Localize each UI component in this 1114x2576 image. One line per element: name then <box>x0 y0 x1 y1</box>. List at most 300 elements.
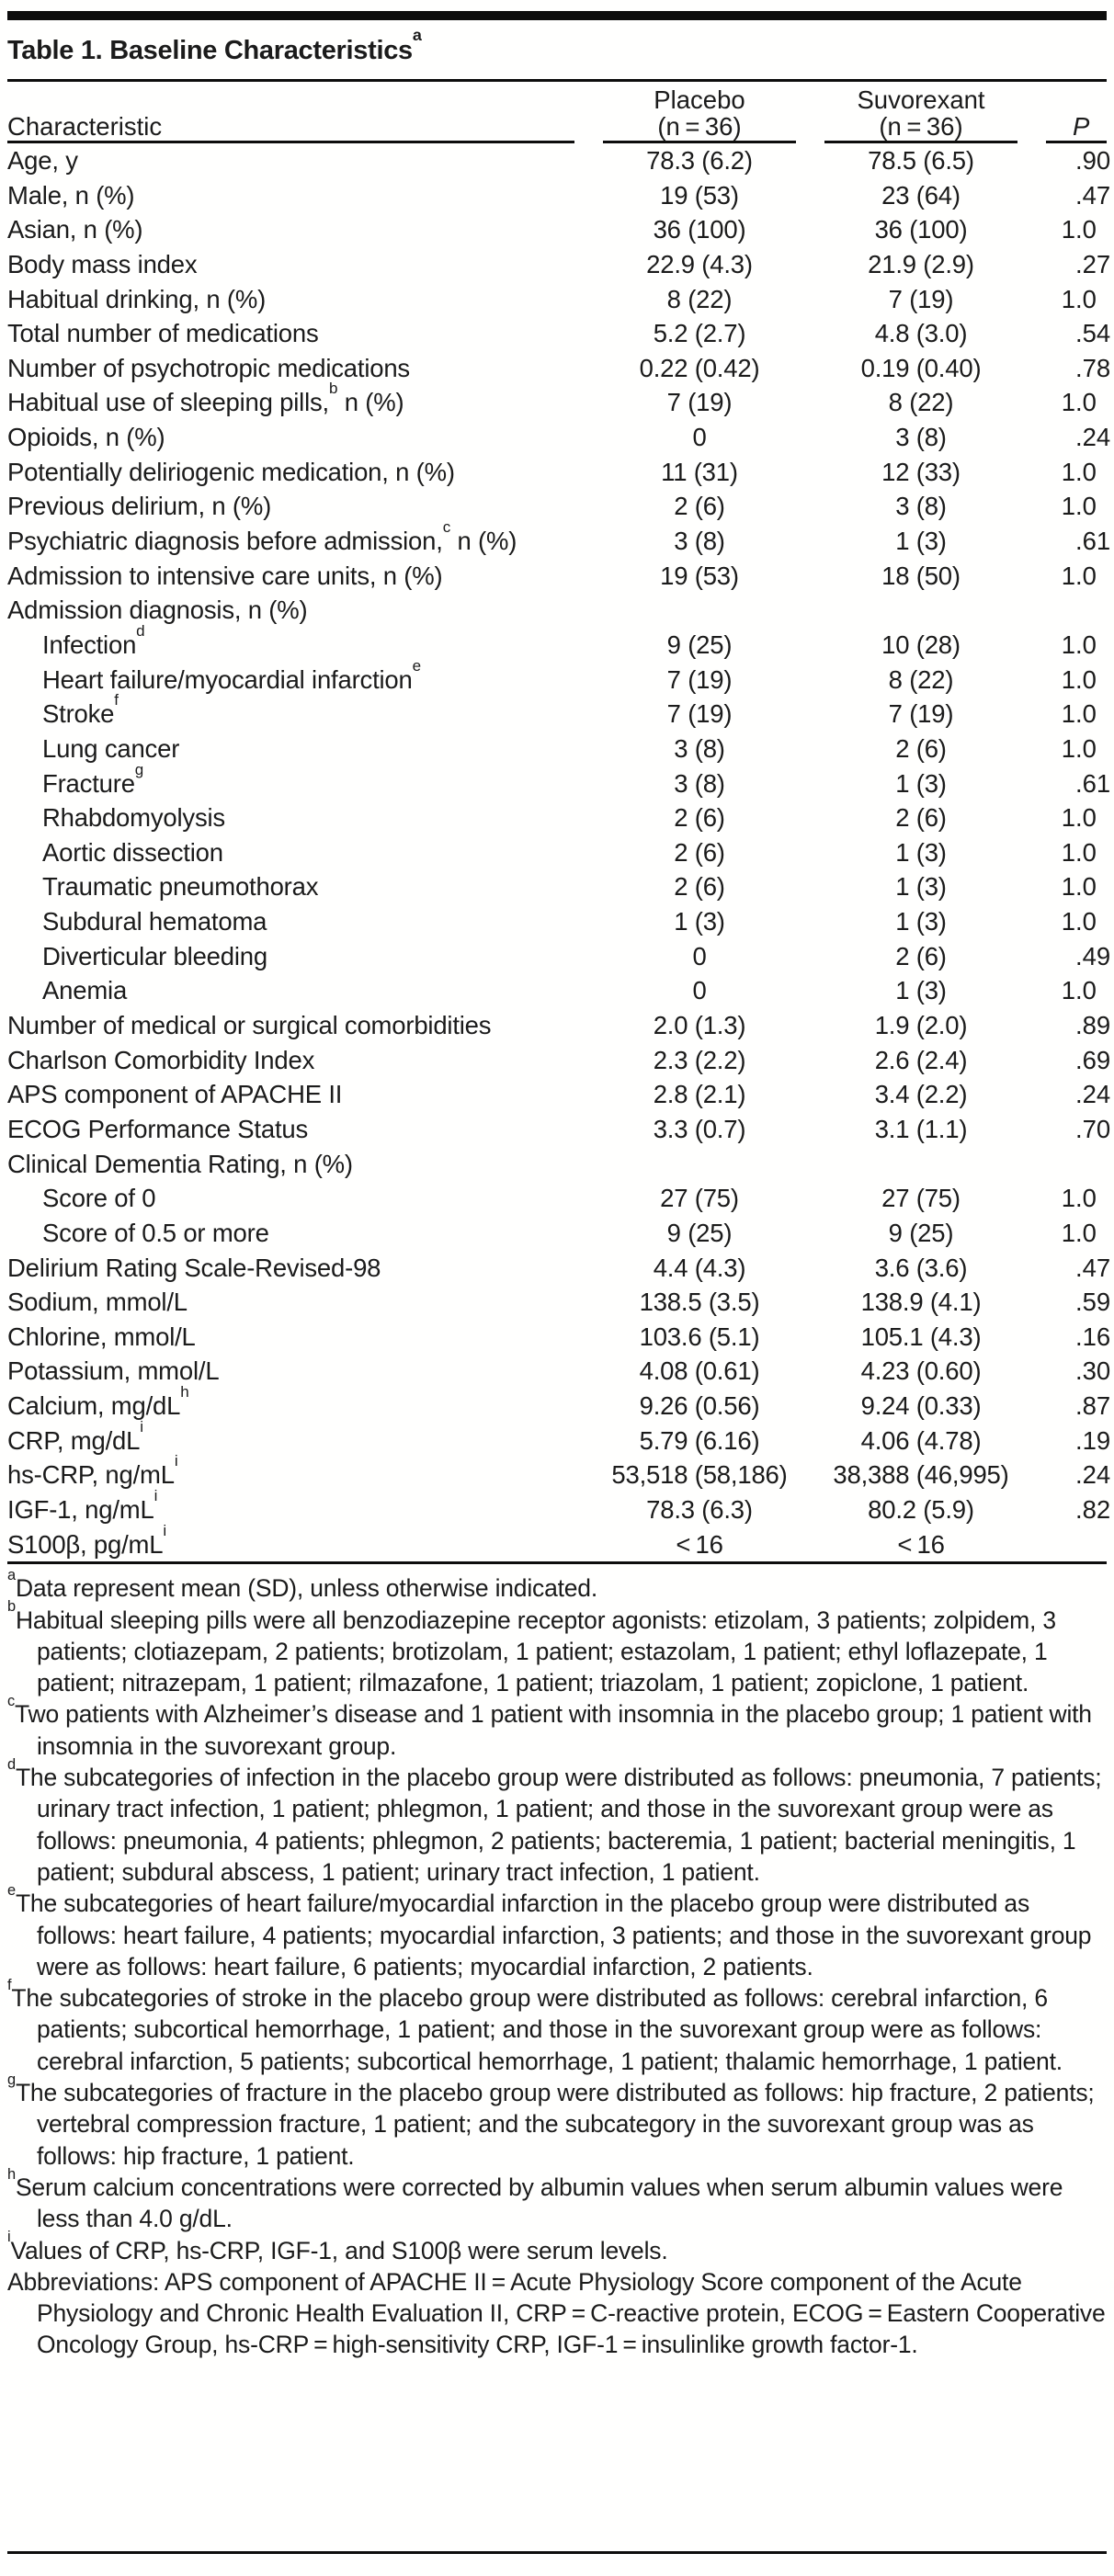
cell-placebo: 36 (100) <box>653 215 746 244</box>
header-characteristic: Characteristic <box>7 112 574 143</box>
p-integer: 1 <box>1061 699 1075 729</box>
cell-placebo <box>603 593 796 628</box>
p-fraction: .0 <box>1075 1184 1097 1213</box>
row-label: CRP, $mg/dL^i$ <box>7 1417 143 1455</box>
footnote: $^b$Habitual sleeping pills were all benzodiazepine receptor agonists: etizolam, 3 patients; zolpidem, 3 patients; clotiazepam, 2 patients; brotizolam, 1 patient; estazolam, 1 patient; ethyl loflazepate, 1 patient; nitrazepam, 1 patient; rilmazafone, 1 patient; triazolam, 1 patient; zopiclone, 1 patient. <box>7 1598 1056 1697</box>
p-fraction: .0 <box>1075 803 1097 833</box>
cell-placebo: 8 (22) <box>666 284 733 313</box>
table-row <box>7 1216 1107 1251</box>
table-row <box>7 1112 1111 1147</box>
p-fraction: .78 <box>1075 353 1111 382</box>
row-label: Calcium, $mg/dL^h$ <box>7 1383 189 1421</box>
p-integer: 1 <box>1061 561 1075 590</box>
cell-placebo: 9 (25) <box>666 630 733 659</box>
p-fraction: .24 <box>1075 423 1111 452</box>
row-label: Rhabdomyolysis <box>42 803 225 833</box>
table-row <box>7 1285 1111 1320</box>
cell-placebo: 3 (8) <box>674 768 725 798</box>
table-row <box>7 869 1107 904</box>
cell-suvorexant: 2 (6) <box>895 941 947 970</box>
cell-placebo: 19 (53) <box>660 561 739 590</box>
row-label: APS component of APACHE II <box>7 1080 343 1109</box>
cell-placebo: 2 (6) <box>674 803 725 833</box>
table-row <box>7 939 1111 974</box>
footnote-marker: f <box>7 1976 12 1993</box>
cell-suvorexant: 1 (3) <box>895 837 947 867</box>
cell-p-value <box>1046 282 1107 317</box>
p-fraction: .0 <box>1075 215 1097 244</box>
footnote-marker: f <box>114 691 119 709</box>
footnote-marker: i <box>140 1417 143 1436</box>
table-row <box>7 593 1107 628</box>
cell-placebo: 5.79 (6.16) <box>639 1425 760 1455</box>
cell-suvorexant: 12 (33) <box>881 457 961 486</box>
cell-suvorexant: 23 (64) <box>881 180 961 210</box>
p-integer: 1 <box>1061 976 1075 1005</box>
p-fraction: .47 <box>1075 180 1111 210</box>
cell-placebo: 27 (75) <box>660 1184 739 1213</box>
cell-placebo <box>603 1147 796 1182</box>
cell-p-value <box>1046 835 1107 870</box>
cell-suvorexant: 1 (3) <box>895 907 947 936</box>
cell-suvorexant: 38,388 (46,995) <box>833 1460 1009 1490</box>
p-fraction: .54 <box>1075 319 1111 348</box>
p-fraction: .0 <box>1075 388 1097 417</box>
footnote: $^d$The subcategories of infection in the placebo group were distributed as follows: pneumonia, 7 patients; urinary tract infection, 1 patient; phlegmon, 1 patient; and those in the suvorexant group were as follows: pneumonia, 4 patients; phlegmon, 2 patients; bacteremia, 1 patient; bacterial meningitis, 1 patient; subdural abscess, 1 patient; urinary tract infection, 1 patient. <box>7 1755 1102 1886</box>
cell-placebo: 22.9 (4.3) <box>646 249 753 278</box>
cell-p-value <box>1046 524 1111 559</box>
cell-suvorexant: 7 (19) <box>888 699 954 729</box>
cell-placebo: 78.3 (6.3) <box>646 1494 753 1524</box>
p-fraction: .0 <box>1075 492 1097 521</box>
p-fraction: .90 <box>1075 146 1111 175</box>
p-fraction: .24 <box>1075 1080 1111 1109</box>
cell-suvorexant: 3 (8) <box>895 423 947 452</box>
footnote: $^i$Values of CRP, hs-CRP, IGF-1, and S100β were serum levels. <box>7 2229 668 2264</box>
p-integer: 1 <box>1061 284 1075 313</box>
table-header-groups <box>7 82 1107 112</box>
table-row <box>7 380 1107 420</box>
cell-suvorexant: 36 (100) <box>874 215 968 244</box>
table-row <box>7 420 1111 455</box>
cell-placebo: 2.3 (2.2) <box>653 1045 746 1074</box>
cell-suvorexant: 1 (3) <box>895 976 947 1005</box>
p-fraction: .69 <box>1075 1045 1111 1074</box>
cell-p-value <box>1046 766 1111 801</box>
footnote-marker: i <box>163 1521 166 1539</box>
row-label: Fracture$^g$ <box>42 760 144 798</box>
footnote-marker: g <box>7 2071 16 2088</box>
footnote-marker: d <box>136 621 145 640</box>
row-label: Potassium, mmol/L <box>7 1356 220 1386</box>
p-fraction: .61 <box>1075 768 1111 798</box>
cell-p-value <box>1046 247 1111 282</box>
cell-suvorexant: 8 (22) <box>888 388 954 417</box>
table-row <box>7 1008 1111 1043</box>
cell-p-value <box>1046 143 1111 178</box>
table-row <box>7 518 1111 559</box>
footnote-marker: g <box>134 760 144 778</box>
cell-p-value <box>1046 455 1107 490</box>
row-label: IGF-1, $ng/mL^i$ <box>7 1486 158 1524</box>
cell-suvorexant: 1 (3) <box>895 872 947 902</box>
p-fraction: .27 <box>1075 249 1111 278</box>
row-label: Stroke$^f$ <box>42 691 119 729</box>
row-label: Charlson Comorbidity Index <box>7 1045 315 1074</box>
cell-p-value <box>1046 1147 1107 1182</box>
cell-suvorexant: 3.1 (1.1) <box>874 1114 968 1143</box>
cell-p-value <box>1046 1527 1107 1562</box>
cell-p-value <box>1046 1389 1111 1424</box>
cell-p-value <box>1046 697 1107 732</box>
footnote-marker: e <box>412 656 421 675</box>
cell-suvorexant <box>824 1147 1017 1182</box>
p-fraction: .89 <box>1075 1011 1111 1040</box>
p-fraction: .19 <box>1075 1425 1111 1455</box>
p-integer: 1 <box>1061 733 1075 763</box>
row-label: Potentially deliriogenic medication, n (%) <box>7 457 455 486</box>
cell-p-value <box>1046 869 1107 904</box>
cell-placebo: 2 (6) <box>674 872 725 902</box>
table-row <box>7 656 1107 698</box>
cell-placebo: 5.2 (2.7) <box>653 319 746 348</box>
cell-placebo: 7 (19) <box>666 664 733 694</box>
p-fraction: .0 <box>1075 976 1097 1005</box>
cell-placebo: 7 (19) <box>666 388 733 417</box>
footnote-marker: c <box>7 1693 16 1710</box>
table-row <box>7 212 1107 247</box>
table-row <box>7 904 1107 939</box>
p-fraction: .0 <box>1075 561 1097 590</box>
cell-placebo: 9 (25) <box>666 1218 733 1247</box>
row-label: Asian, n (%) <box>7 215 143 244</box>
cell-suvorexant: 2 (6) <box>895 733 947 763</box>
abbreviations-note: Abbreviations: APS component of APACHE II = Acute Physiology Score component of the Acute Physiology and Chronic Health Evaluation II, CRP = C-reactive protein, ECOG = Eastern Cooperative Oncology Group, hs-CRP = high-sensitivity CRP, IGF-1 = insulinlike growth factor-1. <box>7 2267 1106 2359</box>
table-row <box>7 178 1111 213</box>
row-label: Lung cancer <box>42 733 180 763</box>
cell-suvorexant: 1.9 (2.0) <box>874 1011 968 1040</box>
table-row <box>7 1043 1111 1078</box>
cell-placebo: 19 (53) <box>660 180 739 210</box>
table-row <box>7 973 1107 1008</box>
footnote: $^g$The subcategories of fracture in the placebo group were distributed as follows: hip fracture, 2 patients; vertebral compression fracture, 1 patient; and the subcategory in the suvorexant group was as follows: hip fracture, 1 patient. <box>7 2071 1095 2170</box>
table-title <box>7 20 1107 79</box>
cell-placebo: < 16 <box>676 1529 723 1559</box>
p-integer: 1 <box>1061 837 1075 867</box>
row-label: Habitual use of sleeping pills,$^b$ n (%) <box>7 380 404 417</box>
table-row <box>7 1251 1111 1286</box>
cell-p-value <box>1046 489 1107 524</box>
table-header <box>7 112 1107 143</box>
cell-placebo: 103.6 (5.1) <box>639 1322 760 1351</box>
cell-p-value <box>1046 1008 1111 1043</box>
cell-p-value <box>1046 1424 1111 1458</box>
row-label: ECOG Performance Status <box>7 1114 309 1143</box>
row-label: Number of medical or surgical comorbidities <box>7 1011 492 1040</box>
footnote: $^a$Data represent mean (SD), unless otherwise indicated. <box>7 1566 598 1603</box>
row-label: Admission to intensive care units, n (%) <box>7 561 443 590</box>
cell-p-value <box>1046 1181 1107 1216</box>
p-fraction: .0 <box>1075 699 1097 729</box>
table-row <box>7 351 1111 386</box>
row-label: Chlorine, mmol/L <box>7 1322 196 1351</box>
row-label: Infection$^d$ <box>42 621 145 659</box>
row-label: Diverticular bleeding <box>42 941 267 970</box>
cell-p-value <box>1046 628 1107 663</box>
row-label: Age, y <box>7 146 78 175</box>
cell-p-value <box>1046 1320 1111 1355</box>
cell-placebo: 0 <box>692 423 707 452</box>
table-row <box>7 247 1111 282</box>
footnote-marker: e <box>7 1881 16 1899</box>
p-integer: 1 <box>1061 492 1075 521</box>
cell-p-value <box>1046 351 1111 386</box>
row-label: Score of 0 <box>42 1184 156 1213</box>
cell-placebo: 2 (6) <box>674 837 725 867</box>
p-integer: 1 <box>1061 1184 1075 1213</box>
footnotes <box>7 1566 1107 2360</box>
rule-page-bottom <box>7 2551 1107 2554</box>
p-fraction: .24 <box>1075 1460 1111 1490</box>
p-fraction: .0 <box>1075 457 1097 486</box>
cell-suvorexant: 9.24 (0.33) <box>860 1391 982 1421</box>
cell-suvorexant: 27 (75) <box>881 1184 961 1213</box>
table-row <box>7 316 1111 351</box>
cell-suvorexant <box>824 593 1017 628</box>
cell-p-value <box>1046 420 1111 455</box>
cell-suvorexant: 3.4 (2.2) <box>874 1080 968 1109</box>
cell-p-value <box>1046 316 1111 351</box>
footnote-marker: a <box>7 1566 16 1583</box>
header-placebo-n: (n = 36) <box>603 112 796 143</box>
rule-table-bottom <box>7 1561 1107 1564</box>
p-integer: 1 <box>1061 664 1075 694</box>
row-label: Opioids, n (%) <box>7 423 165 452</box>
footnote-marker: i <box>153 1486 158 1504</box>
cell-p-value <box>1046 385 1107 420</box>
title-footnote-marker: a <box>412 26 422 44</box>
cell-suvorexant: 1 (3) <box>895 768 947 798</box>
footnote-marker: b <box>328 380 338 398</box>
p-fraction: .61 <box>1075 527 1111 556</box>
footnote-marker: b <box>7 1598 16 1616</box>
cell-placebo: 0 <box>692 941 707 970</box>
p-fraction: .0 <box>1075 837 1097 867</box>
table-row <box>7 800 1107 835</box>
table-row <box>7 732 1107 766</box>
p-integer: 1 <box>1061 803 1075 833</box>
p-fraction: .0 <box>1075 1218 1097 1247</box>
row-label: Anemia <box>42 976 128 1005</box>
p-integer: 1 <box>1061 215 1075 244</box>
cell-p-value <box>1046 212 1107 247</box>
footnote-marker: h <box>7 2165 16 2183</box>
footnote-marker: h <box>180 1383 189 1401</box>
row-label: Score of 0.5 or more <box>42 1218 269 1247</box>
row-label: Delirium Rating Scale-Revised-98 <box>7 1253 381 1282</box>
cell-placebo: 4.4 (4.3) <box>653 1253 746 1282</box>
row-label: Body mass index <box>7 249 198 278</box>
cell-p-value <box>1046 939 1111 974</box>
cell-suvorexant: 78.5 (6.5) <box>868 146 974 175</box>
cell-placebo: 1 (3) <box>674 907 725 936</box>
footnote: $^c$Two patients with Alzheimer’s disease and 1 patient with insomnia in the placebo group; 1 patient with insomnia in the suvorexant group. <box>7 1693 1092 1760</box>
p-integer: 1 <box>1061 872 1075 902</box>
cell-suvorexant: 3 (8) <box>895 492 947 521</box>
row-label: Subdural hematoma <box>42 907 267 936</box>
cell-p-value <box>1046 1077 1111 1112</box>
cell-placebo: 78.3 (6.2) <box>646 146 753 175</box>
cell-p-value <box>1046 593 1107 628</box>
row-label: hs-CRP, $ng/mL^i$ <box>7 1452 178 1490</box>
row-label: Habitual drinking, n (%) <box>7 284 267 313</box>
cell-suvorexant: 3.6 (3.6) <box>874 1253 968 1282</box>
p-fraction: .16 <box>1075 1322 1111 1351</box>
cell-suvorexant: 4.06 (4.78) <box>860 1425 982 1455</box>
table-row <box>7 1354 1111 1389</box>
p-integer: 1 <box>1061 457 1075 486</box>
cell-suvorexant: 2 (6) <box>895 803 947 833</box>
cell-p-value <box>1046 800 1107 835</box>
table-row <box>7 489 1107 524</box>
cell-placebo: 2.8 (2.1) <box>653 1080 746 1109</box>
cell-placebo: 138.5 (3.5) <box>639 1288 760 1317</box>
cell-suvorexant: 8 (22) <box>888 664 954 694</box>
cell-placebo: 3 (8) <box>674 733 725 763</box>
cell-placebo: 0.22 (0.42) <box>639 353 760 382</box>
p-fraction: .82 <box>1075 1494 1111 1524</box>
header-placebo: Placebo <box>654 85 745 114</box>
p-fraction: .0 <box>1075 664 1097 694</box>
cell-p-value <box>1046 904 1107 939</box>
cell-placebo: 2 (6) <box>674 492 725 521</box>
table-row <box>7 559 1107 594</box>
cell-p-value <box>1046 178 1111 213</box>
table-body <box>7 143 1111 1561</box>
footnote: $^f$The subcategories of stroke in the placebo group were distributed as follows: cerebral infarction, 6 patients; subcortical hemorrhage, 1 patient; and those in the suvorexant group were as follows: cerebral infarction, 5 patients; subcortical hemorrhage, 1 patient; thalamic hemorrhage, 1 patient. <box>7 1976 1063 2075</box>
cell-suvorexant: 1 (3) <box>895 527 947 556</box>
p-fraction: .47 <box>1075 1253 1111 1282</box>
table-row <box>7 760 1111 801</box>
table-row <box>7 1147 1107 1182</box>
p-fraction: .0 <box>1075 907 1097 936</box>
table-row <box>7 1181 1107 1216</box>
cell-p-value <box>1046 732 1107 766</box>
row-label: Total number of medications <box>7 319 319 348</box>
header-suvorexant-n: (n = 36) <box>824 112 1017 143</box>
p-fraction: .0 <box>1075 733 1097 763</box>
cell-p-value <box>1046 973 1107 1008</box>
cell-p-value <box>1046 1492 1111 1527</box>
p-integer: 1 <box>1061 907 1075 936</box>
cell-placebo: 53,518 (58,186) <box>611 1460 788 1490</box>
row-label: Aortic dissection <box>42 837 223 867</box>
cell-placebo: 2.0 (1.3) <box>653 1011 746 1040</box>
p-fraction: .70 <box>1075 1114 1111 1143</box>
p-integer: 1 <box>1061 630 1075 659</box>
row-label: Heart failure/myocardial infarction$^e$ <box>42 656 421 694</box>
cell-p-value <box>1046 1043 1111 1078</box>
row-label: S100β, $pg/mL^i$ <box>7 1521 166 1559</box>
rule-top <box>7 11 1107 20</box>
p-integer: 1 <box>1061 1218 1075 1247</box>
cell-p-value <box>1046 1112 1111 1147</box>
p-fraction: .59 <box>1075 1288 1111 1317</box>
p-integer: 1 <box>1061 388 1075 417</box>
cell-p-value <box>1046 1354 1111 1389</box>
p-fraction: .0 <box>1075 284 1097 313</box>
cell-p-value <box>1046 1216 1107 1251</box>
cell-placebo: 7 (19) <box>666 699 733 729</box>
footnote-marker: c <box>442 518 451 537</box>
cell-suvorexant: 9 (25) <box>888 1218 954 1247</box>
footnote-marker: i <box>174 1452 178 1470</box>
cell-placebo: 4.08 (0.61) <box>639 1356 760 1386</box>
table-row <box>7 1486 1111 1527</box>
table-row <box>7 621 1107 663</box>
cell-p-value <box>1046 559 1107 594</box>
cell-p-value <box>1046 1285 1111 1320</box>
cell-suvorexant: 7 (19) <box>888 284 954 313</box>
cell-placebo: 3.3 (0.7) <box>653 1114 746 1143</box>
p-fraction: .87 <box>1075 1391 1111 1421</box>
footnote: $^h$Serum calcium concentrations were corrected by albumin values when serum albumin values were less than 4.0 g/dL. <box>7 2165 1063 2233</box>
table-title-text: Table 1. Baseline Characteristics <box>7 36 413 65</box>
table-row <box>7 455 1107 490</box>
row-label: Clinical Dementia Rating, n (%) <box>7 1149 353 1178</box>
table-row <box>7 1077 1111 1112</box>
cell-suvorexant: 10 (28) <box>881 630 961 659</box>
table-row <box>7 691 1107 732</box>
cell-placebo: 11 (31) <box>661 457 738 486</box>
footnote: $^e$The subcategories of heart failure/myocardial infarction in the placebo group were distributed as follows: heart failure, 4 patients; myocardial infarction, 3 patients; and those in the suvorexant group were as follows: heart failure, 6 patients; myocardial infarction, 2 patients. <box>7 1881 1092 1980</box>
row-label: Previous delirium, n (%) <box>7 492 272 521</box>
cell-suvorexant: 4.8 (3.0) <box>874 319 968 348</box>
cell-placebo: 0 <box>692 976 707 1005</box>
table-row <box>7 1383 1111 1424</box>
cell-p-value <box>1046 1251 1111 1286</box>
cell-suvorexant: 105.1 (4.3) <box>860 1322 982 1351</box>
cell-p-value <box>1046 1458 1111 1492</box>
cell-suvorexant: < 16 <box>897 1529 945 1559</box>
row-label: Traumatic pneumothorax <box>42 872 319 902</box>
cell-suvorexant: 80.2 (5.9) <box>868 1494 974 1524</box>
row-label: Number of psychotropic medications <box>7 353 410 382</box>
cell-suvorexant: 2.6 (2.4) <box>874 1045 968 1074</box>
row-label: Psychiatric diagnosis before admission,$^c$ n (%) <box>7 518 517 556</box>
table-row <box>7 1521 1107 1562</box>
cell-suvorexant: 21.9 (2.9) <box>868 249 974 278</box>
row-label: Male, n (%) <box>7 180 135 210</box>
cell-placebo: 9.26 (0.56) <box>639 1391 760 1421</box>
p-fraction: .49 <box>1075 941 1111 970</box>
footnote-marker: d <box>7 1755 16 1773</box>
table-row <box>7 143 1111 178</box>
footnote-marker: i <box>7 2229 11 2246</box>
table-row <box>7 1320 1111 1355</box>
header-suvorexant: Suvorexant <box>857 85 985 114</box>
row-label: Sodium, mmol/L <box>7 1288 188 1317</box>
p-fraction: .0 <box>1075 872 1097 902</box>
cell-p-value <box>1046 663 1107 698</box>
cell-suvorexant: 18 (50) <box>881 561 961 590</box>
table-row <box>7 1452 1111 1492</box>
table-row <box>7 282 1107 317</box>
cell-placebo: 3 (8) <box>674 527 725 556</box>
cell-suvorexant: 4.23 (0.60) <box>860 1356 982 1386</box>
p-fraction: .0 <box>1075 630 1097 659</box>
header-p-value: P <box>1046 112 1107 143</box>
